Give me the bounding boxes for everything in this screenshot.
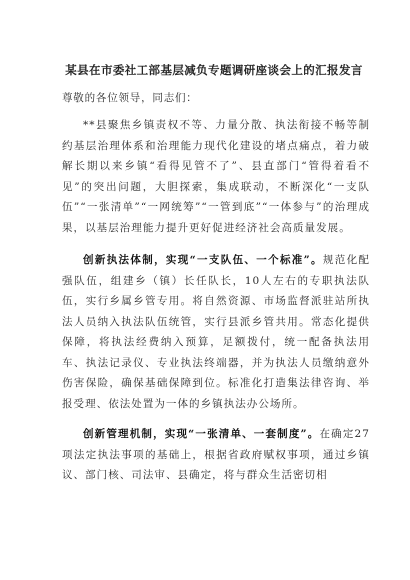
paragraph-text: **县聚焦乡镇责权不等、力量分散、执法衔接不畅等制约基层治理体系和治理能力现代化建设的堵点痛点，着力破解长期以来乡镇“看得见管不了”、县直部门“管得着看不见”的突出问题，大胆探索，集成联动，不断深化“一支队伍”“一张清单”“一网统筹”“一管到底”“一体参与”的治理成果，以基层治理能力提升更好促进经济社会高质量发展。 (62, 119, 370, 234)
paragraph-heading: 创新执法体制，实现“一支队伍、一个标准”。 (83, 254, 323, 266)
paragraph-heading: 创新管理机制，实现“一张清单、一套制度”。 (83, 428, 320, 440)
paragraph-text: 规范化配强队伍，组建乡（镇）长任队长，10人左右的专职执法队伍，实行乡属乡管专用。将自然资源、市场监督派驻站所执法人员纳入执法队伍统管，实行县派乡管共用。常态化提供保障，将执法经费纳入预算，足额拨付，统一配备执法用车、执法记录仪、专业执法终端器，并为执法人员缴纳意外伤害保险，确保基础保障到位。标准化打造集法律咨询、举报受理、依法处置为一体的乡镇执法办公场所。 (62, 254, 370, 410)
paragraph-enforcement-system (62, 250, 370, 414)
salutation: 尊敬的各位领导，同志们： (62, 92, 198, 104)
paragraph-text: 在确定27项法定执法事项的基础上，根据省政府赋权事项，通过乡镇议、部门核、司法审、县确定，将与群众生活密切相 (62, 428, 370, 481)
paragraph-management-mechanism (62, 424, 370, 486)
document-title: 某县在市委社工部基层减负专题调研座谈会上的汇报发言 (65, 63, 363, 77)
paragraph-intro (62, 115, 370, 238)
